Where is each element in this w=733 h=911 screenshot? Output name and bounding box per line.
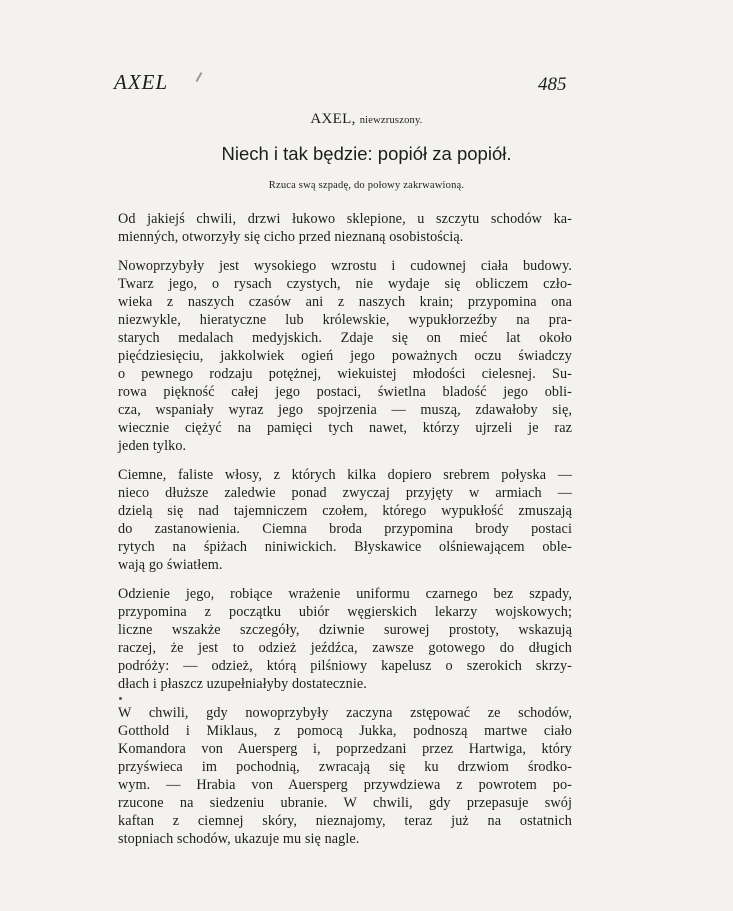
- text-line: o pewnego rodzaju potężnej, wiekuistej młodości cielesnej. Su-: [118, 366, 572, 382]
- stage-direction: Rzuca swą szpadę, do połowy zakrwawioną.: [268, 180, 465, 191]
- print-mark: [196, 72, 203, 82]
- text-line: kaftan z ciemnej skóry, nieznajomy, teraz już na ostatnich: [118, 813, 572, 829]
- text-line: rytych na śpiżach niniwickich. Błyskawice olśniewającem oble-: [118, 539, 572, 555]
- spoken-line: Niech i tak będzie: popiół za popiół.: [221, 143, 512, 164]
- text-line: liczne wszakże szczegóły, dziwnie surowej prostoty, wskazują: [118, 622, 572, 638]
- paragraph: [118, 210, 572, 246]
- text-line: nieco dłuższe zaledwie ponad zwyczaj przyjęty w armiach —: [118, 485, 572, 501]
- text-line: przypomina z początku ubiór węgierskich lekarzy wojskowych;: [118, 604, 572, 620]
- text-line: niezwykle, hieratyczne lub królewskie, wypukłorzeźby na pra-: [118, 312, 572, 328]
- text-line: przyświeca im pochodnią, zwracają się ku drzwiom środko-: [118, 759, 572, 775]
- paragraph: [118, 466, 572, 574]
- text-line: mienných, otworzyły się cicho przed nieznaną osobistością.: [118, 229, 464, 245]
- text-line: Twarz jego, o rysach czystych, nie wydaje się obliczem czło-: [118, 276, 572, 292]
- text-line: podróży: — odzież, którą pilśniowy kapelusz o szerokich skrzy-: [118, 658, 572, 674]
- text-line: Ciemne, faliste włosy, z których kilka dopiero srebrem połyska —: [118, 467, 572, 483]
- text-line: wieka z naszych czasów ani z naszych krain; przypomina ona: [118, 294, 572, 310]
- text-line: wym. — Hrabia von Auersperg przywdziewa z powrotem po-: [118, 777, 572, 793]
- text-line: Od jakiejś chwili, drzwi łukowo sklepione, u szczytu schodów ka-: [118, 211, 572, 227]
- speaker-heading: [0, 111, 733, 128]
- text-line: dłach i płaszcz uzupełniałyby dostatecznie.: [118, 676, 367, 692]
- text-line: do zastanowienia. Ciemna broda przypomina brody postaci: [118, 521, 572, 537]
- speaker-direction: niewzruszony.: [359, 115, 423, 126]
- running-head: AXEL: [114, 70, 169, 94]
- text-line: wają go światłem.: [118, 557, 223, 573]
- paragraph: [118, 585, 572, 693]
- text-line: wiecznie ciężyć na pamięci tych nawet, którzy ujrzeli je raz: [118, 420, 572, 436]
- text-line: pięćdziesięciu, jakkolwiek ogień jego poważnych oczu świadczy: [118, 348, 572, 364]
- text-line: W chwili, gdy nowoprzybyły zaczyna zstępować ze schodów,: [118, 705, 572, 721]
- text-line: stopniach schodów, ukazuje mu się nagle.: [118, 831, 360, 847]
- text-line: Komandora von Auersperg i, poprzedzani przez Hartwiga, który: [118, 741, 572, 757]
- print-speck: [119, 697, 122, 700]
- text-line: Gotthold i Miklaus, z pomocą Jukka, podnoszą martwe ciało: [118, 723, 572, 739]
- text-line: rzucone na siedzeniu ubranie. W chwili, gdy przepasuje swój: [118, 795, 572, 811]
- text-line: starych medalach medyjskich. Zdaje się on mieć lat około: [118, 330, 572, 346]
- text-line: jeden tylko.: [118, 438, 187, 454]
- speaker-name: AXEL,: [310, 111, 356, 127]
- text-line: Odzienie jego, robiące wrażenie uniformu czarnego bez szpady,: [118, 586, 572, 602]
- text-line: dzielą się nad tajemniczem czołem, którego wypukłość zmuszają: [118, 503, 572, 519]
- body-text: [118, 210, 572, 859]
- text-line: raczej, że jest to odzież jeźdźca, zawsze gotowego do długich: [118, 640, 572, 656]
- text-line: cza, wspaniały wyraz jego spojrzenia — muszą, zdawałoby się,: [118, 402, 572, 418]
- page-number: 485: [538, 74, 567, 95]
- text-line: rowa piękność całej jego postaci, świetlna bladość jego obli-: [118, 384, 572, 400]
- paragraph: [118, 257, 572, 455]
- text-line: Nowoprzybyły jest wysokiego wzrostu i cudownej ciała budowy.: [118, 258, 572, 274]
- paragraph: [118, 704, 572, 848]
